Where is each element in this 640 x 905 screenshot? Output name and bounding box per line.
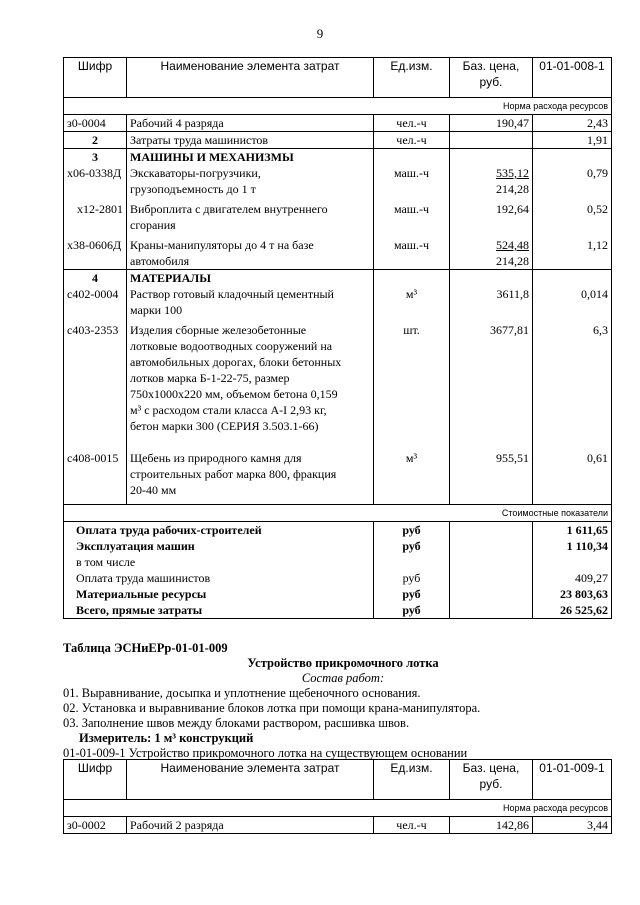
header-norm-code: 01-01-008-1 — [533, 58, 612, 98]
header-code: Шифр — [64, 760, 127, 800]
table-row: з0-0002 Рабочий 2 разряда чел.-ч 142,86 3,44 — [64, 817, 612, 834]
table-header — [64, 58, 612, 98]
cost-label-row: Стоимостные показатели — [64, 504, 612, 521]
resource-table-01-01-008 — [63, 57, 612, 619]
total-row: Материальные ресурсы руб 23 803,63 — [64, 586, 612, 602]
composition-title: Состав работ: — [301, 671, 385, 685]
total-row: Оплата труда машинистов руб 409,27 — [64, 570, 612, 586]
table-row: х06-0338Д Экскаваторы-погрузчики, грузоподъемность до 1 т маш.-ч 535,12 214,28 0,79 — [64, 165, 612, 197]
header-name: Наименование элемента затрат — [127, 760, 374, 800]
work-step: 02. Установка и выравнивание блоков лотка при помощи крана-манипулятора. — [63, 701, 481, 715]
section-row-materials: 4 МАТЕРИАЛЫ — [64, 270, 612, 287]
measure-unit: Измеритель: 1 м³ конструкций — [79, 731, 254, 745]
header-code: Шифр — [64, 58, 127, 98]
resource-table-01-01-009 — [63, 759, 612, 834]
norm-subtitle: 01-01-009-1 Устройство прикромочного лотка на существующем основании — [63, 746, 468, 760]
table-row: х38-0606Д Краны-манипуляторы до 4 т на базе автомобиля маш.-ч 524,48 214,28 1,12 — [64, 237, 612, 270]
norm-label-row: Норма расхода ресурсов — [64, 98, 612, 115]
header-name: Наименование элемента затрат — [127, 58, 374, 98]
table-row: с402-0004 Раствор готовый кладочный цементный марки 100 м³ 3611,8 0,014 — [64, 286, 612, 318]
header-norm-code: 01-01-009-1 — [533, 760, 612, 800]
table-row: х12-2801 Виброплита с двигателем внутреннего сгорания маш.-ч 192,64 0,52 — [64, 201, 612, 233]
table-row: с408-0015 Щебень из природного камня для строительных работ марка 800, фракция 20-40 мм м³ 955,51 0,61 — [64, 450, 612, 498]
section-row-machines: 3 МАШИНЫ И МЕХАНИЗМЫ — [64, 149, 612, 166]
header-unit: Ед.изм. — [374, 760, 450, 800]
total-row: Эксплуатация машин руб 1 110,34 — [64, 538, 612, 554]
total-row: в том числе — [64, 554, 612, 570]
table-row: 2 Затраты труда машинистов чел.-ч 1,91 — [64, 132, 612, 149]
page-number: 9 — [316, 26, 324, 41]
work-step: 03. Заполнение швов между блоками раствором, расшивка швов. — [63, 716, 410, 730]
total-row: Всего, прямые затраты руб 26 525,62 — [64, 602, 612, 619]
header-price: Баз. цена, руб. — [450, 58, 533, 98]
header-price: Баз. цена, руб. — [450, 760, 533, 800]
section-title: Устройство прикромочного лотка — [247, 656, 439, 670]
table-row: с403-2353 Изделия сборные железобетонные лотковые водоотводных сооружений на автомобильных дорогах, блоки бетонных лотков марка Б-1-22-75, размер 750х1000х220 мм, объемом бетона 0,159 м³ с расходом стали класса А-I 2,93 кг, бетон марки 300 (СЕРИЯ 3.503.1-66) шт. 3677,81 6,3 — [64, 322, 612, 434]
table-header — [64, 760, 612, 800]
section-heading-block — [63, 641, 623, 761]
total-row: Оплата труда рабочих-строителей руб 1 611,65 — [64, 521, 612, 538]
header-unit: Ед.изм. — [374, 58, 450, 98]
work-step: 01. Выравнивание, досыпка и уплотнение щебеночного основания. — [63, 686, 421, 700]
table-row: з0-0004 Рабочий 4 разряда чел.-ч 190,47 2,43 — [64, 115, 612, 132]
norm-label-row: Норма расхода ресурсов — [64, 800, 612, 817]
table-title: Таблица ЭСНиЕРр-01-01-009 — [63, 641, 228, 655]
